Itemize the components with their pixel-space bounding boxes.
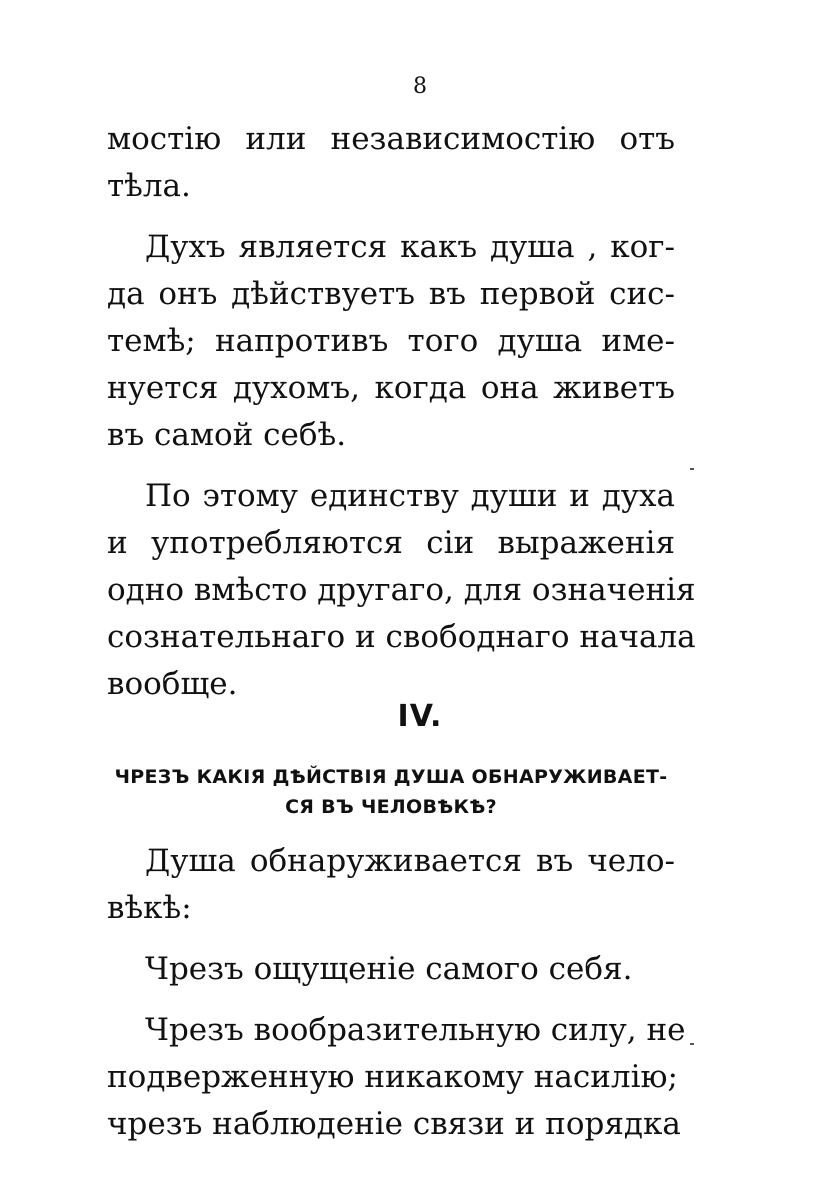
text-line: темѣ; напротивъ того душа име- — [107, 323, 675, 359]
text-line: тѣла. — [107, 168, 191, 204]
paragraph — [107, 116, 675, 210]
section-title-line: СЯ ВЪ ЧЕЛОВѢКѢ? — [285, 796, 497, 818]
text-line: сознательнаго и свободнаго начала — [107, 619, 696, 655]
text-line: подверженную никакому насилію; — [107, 1059, 678, 1095]
text-line: вѣкѣ: — [107, 890, 192, 926]
text-line: Духъ является какъ душа , ког- — [145, 229, 675, 265]
page-number: 8 — [413, 74, 427, 99]
paragraph — [107, 224, 675, 459]
section-title — [107, 762, 675, 822]
section-title-line: ЧРЕЗЪ КАКІЯ ДѢЙСТВІЯ ДУША ОБНАРУЖИВАЕТ- — [114, 766, 668, 788]
text-block-top — [107, 116, 696, 708]
text-line: вообще. — [107, 666, 238, 702]
text-line: По этому единству души и духа — [145, 478, 675, 514]
text-line: Чрезъ ощущеніе самого себя. — [145, 951, 633, 987]
text-line: Чрезъ вообразительную силу, не — [145, 1012, 686, 1048]
text-line: нуется духомъ, когда она живетъ — [107, 370, 675, 406]
section-number: IV. — [397, 699, 443, 734]
text-line: Душа обнаруживается въ чело- — [145, 843, 675, 879]
paragraph — [107, 946, 675, 993]
print-speck — [690, 468, 694, 470]
text-line: чрезъ наблюденіе связи и порядка — [107, 1106, 681, 1142]
text-line: и употребляются сіи выраженія — [107, 525, 675, 561]
paragraph — [107, 1007, 686, 1148]
text-line: да онъ дѣйствуетъ въ первой сис- — [107, 276, 675, 312]
print-speck — [690, 1043, 694, 1045]
text-line: въ самой себѣ. — [107, 417, 347, 453]
text-line: мостію или независимостію отъ — [107, 121, 675, 157]
text-line: одно вмѣсто другаго, для означенія — [107, 572, 696, 608]
paragraph — [107, 838, 675, 932]
text-block-bottom — [107, 838, 686, 1148]
paragraph — [107, 473, 696, 708]
